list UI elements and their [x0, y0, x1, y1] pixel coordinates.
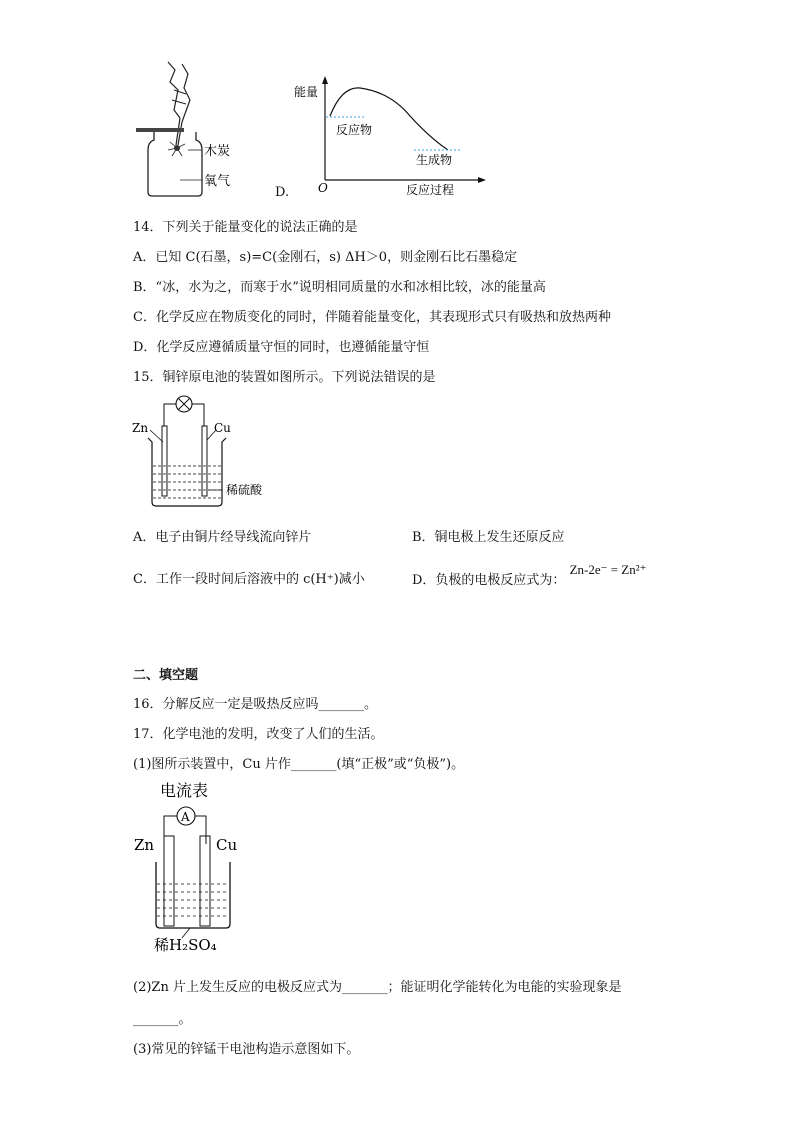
q15-stem: 15．铜锌原电池的装置如图所示。下列说法错误的是 — [133, 370, 436, 385]
q15-option-d-formula: Zn-2e⁻ = Zn²⁺ — [569, 562, 647, 577]
q15-solution-label: 稀硫酸 — [226, 483, 263, 497]
oxygen-label: 氧气 — [204, 174, 231, 189]
q15-option-c: C．工作一段时间后溶液中的 c(H⁺)减小 — [133, 572, 365, 587]
q15-option-d — [412, 562, 647, 590]
charcoal-label: 木炭 — [204, 144, 231, 159]
q15-cell-figure — [130, 392, 280, 512]
q14-option-c: C．化学反应在物质变化的同时，伴随着能量变化，其表现形式只有吸热和放热两种 — [133, 310, 611, 325]
q14-option-b: B．“冰，水为之，而寒于水”说明相同质量的水和冰相比较，冰的能量高 — [133, 280, 546, 295]
q14-stem: 14．下列关于能量变化的说法正确的是 — [133, 220, 358, 235]
option-d-label: D. — [275, 185, 290, 200]
q17-solution-label: 稀H₂SO₄ — [154, 936, 217, 954]
q14-option-a: A．已知 C(石墨，s)=C(金刚石，s) ΔH＞0，则金刚石比石墨稳定 — [133, 250, 518, 265]
y-axis-label: 能量 — [294, 85, 319, 99]
origin-label: O — [318, 181, 328, 195]
q15-cu-label: Cu — [214, 421, 231, 435]
q17-part1: (1)图所示装置中，Cu 片作_______(填“正极”或“负极”)。 — [133, 757, 465, 772]
q15-option-a: A．电子由铜片经导线流向锌片 — [133, 530, 312, 545]
section-heading: 二、填空题 — [133, 668, 199, 683]
q16-text: 16．分解反应一定是吸热反应吗_______。 — [133, 697, 378, 712]
q17-part2-line1: (2)Zn 片上发生反应的电极反应式为_______；能证明化学能转化为电能的实验现象是 — [133, 980, 622, 995]
q15-zn-label: Zn — [132, 421, 149, 435]
ammeter-symbol: A — [181, 810, 190, 824]
q14-option-d: D．化学反应遵循质量守恒的同时，也遵循能量守恒 — [133, 340, 430, 355]
reactant-label: 反应物 — [336, 123, 373, 137]
q17-cell-figure — [130, 780, 280, 955]
ammeter-title: 电流表 — [160, 781, 209, 800]
q17-cu-label: Cu — [216, 836, 238, 854]
energy-curve — [330, 88, 448, 150]
product-label: 生成物 — [416, 153, 453, 167]
q17-text: 17．化学电池的发明，改变了人们的生活。 — [133, 727, 384, 742]
q15-option-b: B．铜电极上发生还原反应 — [412, 530, 565, 545]
x-axis-label: 反应过程 — [406, 183, 455, 197]
charcoal-oxygen-figure — [130, 60, 240, 200]
q15-option-d-text: D．负极的电极反应式为： — [412, 573, 566, 588]
energy-diagram — [290, 76, 490, 202]
q17-zn-label: Zn — [134, 836, 155, 854]
q17-part2-line2: _______。 — [133, 1012, 192, 1027]
q17-part3: (3)常见的锌锰干电池构造示意图如下。 — [133, 1042, 360, 1057]
